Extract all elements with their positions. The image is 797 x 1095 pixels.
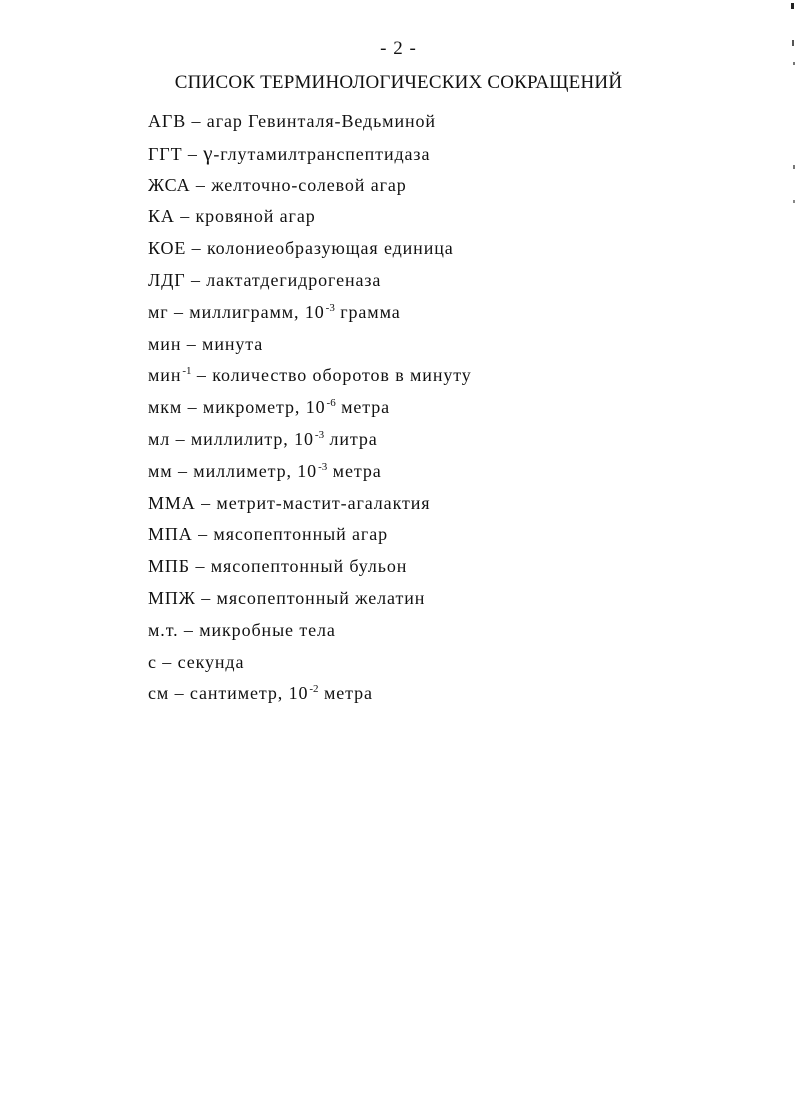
abbreviation-entry bbox=[148, 333, 472, 365]
abbreviation-entry bbox=[148, 301, 472, 333]
abbreviation-text: м.т. – микробные тела bbox=[148, 619, 336, 640]
page-number: - 2 - bbox=[380, 38, 417, 59]
abbreviation-entry bbox=[148, 619, 472, 651]
abbreviation-text: мл – миллилитр, 10 bbox=[148, 428, 314, 449]
abbreviation-text: МПА – мясопептонный агар bbox=[148, 524, 388, 545]
abbreviation-text: мин bbox=[148, 365, 182, 386]
abbreviation-text: ГГТ – bbox=[148, 143, 204, 164]
abbreviation-text: метра bbox=[335, 397, 391, 418]
abbreviation-entry bbox=[148, 269, 472, 301]
abbreviation-text: мм – миллиметр, 10 bbox=[148, 460, 318, 481]
exponent: -3 bbox=[318, 460, 328, 473]
abbreviation-entry bbox=[148, 492, 472, 524]
abbreviation-entry bbox=[148, 237, 472, 269]
abbreviation-entry bbox=[148, 555, 472, 587]
exponent: -6 bbox=[326, 397, 336, 410]
exponent: -2 bbox=[309, 683, 319, 696]
exponent: -3 bbox=[325, 301, 335, 314]
abbreviation-text: ЖСА – желточно-солевой агар bbox=[148, 174, 407, 195]
exponent: -1 bbox=[182, 365, 192, 378]
abbreviation-entry bbox=[148, 174, 472, 206]
abbreviation-entry bbox=[148, 364, 472, 396]
abbreviation-text: ММА – метрит-мастит-агалактия bbox=[148, 492, 431, 513]
abbreviation-entry bbox=[148, 682, 472, 714]
abbreviation-text: литра bbox=[324, 428, 378, 449]
abbreviation-entry bbox=[148, 460, 472, 492]
abbreviation-entry bbox=[148, 110, 472, 142]
abbreviation-entry bbox=[148, 142, 472, 174]
abbreviation-text: метра bbox=[327, 460, 382, 481]
abbreviation-text: грамма bbox=[334, 301, 401, 322]
abbreviation-text: мг – миллиграмм, 10 bbox=[148, 301, 325, 322]
abbreviation-text: АГВ – агар Гевинталя-Ведьминой bbox=[148, 111, 436, 131]
abbreviation-text: КОЕ – колониеобразующая единица bbox=[148, 238, 454, 259]
abbreviation-entry bbox=[148, 205, 472, 237]
abbreviation-entry bbox=[148, 651, 472, 683]
abbreviation-text: МПБ – мясопептонный бульон bbox=[148, 556, 408, 577]
abbreviation-entry bbox=[148, 523, 472, 555]
abbreviation-text: – количество оборотов в минуту bbox=[191, 365, 472, 386]
abbreviation-entry bbox=[148, 396, 472, 428]
scan-edge-marks bbox=[783, 0, 797, 230]
greek-symbol: γ bbox=[203, 140, 214, 165]
abbreviation-list bbox=[148, 110, 472, 714]
abbreviation-text: мкм – микрометр, 10 bbox=[148, 397, 326, 418]
abbreviation-entry bbox=[148, 587, 472, 619]
exponent: -3 bbox=[314, 428, 325, 441]
abbreviation-text: ЛДГ – лактатдегидрогеназа bbox=[148, 269, 382, 290]
abbreviation-text: -глутамилтранспептидаза bbox=[213, 143, 431, 164]
abbreviation-text: МПЖ – мясопептонный желатин bbox=[148, 587, 426, 608]
abbreviation-text: см – сантиметр, 10 bbox=[148, 683, 309, 704]
abbreviation-entry bbox=[148, 428, 472, 460]
abbreviation-text: КА – кровяной агар bbox=[148, 206, 316, 227]
abbreviation-text: метра bbox=[318, 683, 373, 704]
abbreviation-text: с – секунда bbox=[148, 651, 245, 672]
abbreviation-text: мин – минута bbox=[148, 333, 264, 354]
page-title: СПИСОК ТЕРМИНОЛОГИЧЕСКИХ СОКРАЩЕНИЙ bbox=[174, 72, 623, 93]
